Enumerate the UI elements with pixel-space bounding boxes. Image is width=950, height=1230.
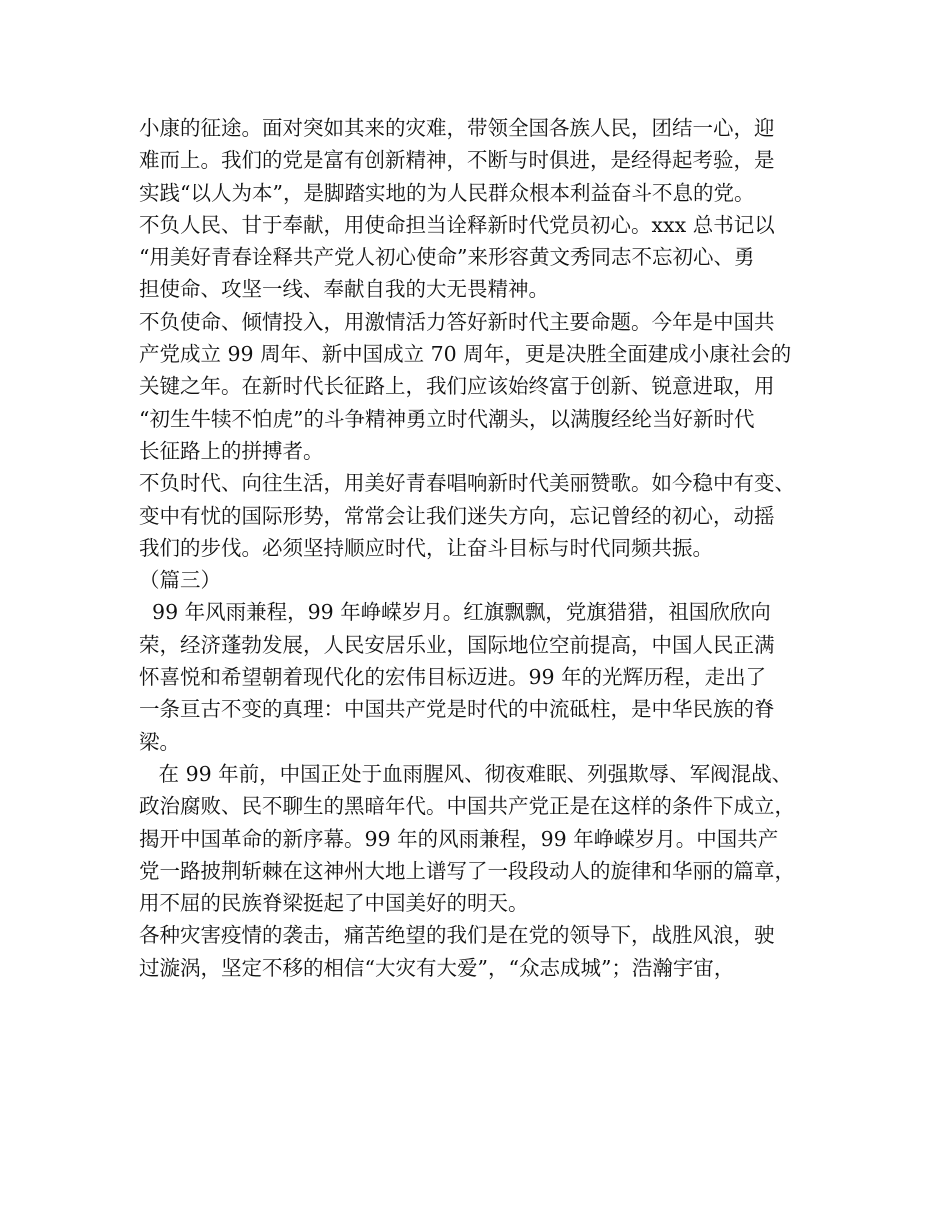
text-line: 难而上。我们的党是富有创新精神，不断与时俱进，是经得起考验，是 xyxy=(139,148,775,173)
text-line: 怀喜悦和希望朝着现代化的宏伟目标迈进。99 年的光辉历程，走出了 xyxy=(139,665,767,690)
text-line: 党一路披荆斩棘在这神州大地上谱写了一段段动人的旋律和华丽的篇章， xyxy=(139,858,795,883)
text-line: 实践“以人为本”，是脚踏实地的为人民群众根本利益奋斗不息的党。 xyxy=(139,180,755,205)
text-line: 政治腐败、民不聊生的黑暗年代。中国共产党正是在这样的条件下成立， xyxy=(139,794,795,819)
text-line: 变中有忧的国际形势，常常会让我们迷失方向，忘记曾经的初心，动摇 xyxy=(139,503,775,528)
text-line: 不负时代、向往生活，用美好青春唱响新时代美丽赞歌。如今稳中有变、 xyxy=(139,471,795,496)
text-line: 各种灾害疫情的袭击，痛苦绝望的我们是在党的领导下，战胜风浪，驶 xyxy=(139,923,775,948)
text-line: 关键之年。在新时代长征路上，我们应该始终富于创新、锐意进取，用 xyxy=(139,374,775,399)
text-line: 99 年风雨兼程，99 年峥嵘岁月。红旗飘飘，党旗猎猎，祖国欣欣向 xyxy=(139,600,771,625)
text-line: 一条亘古不变的真理：中国共产党是时代的中流砥柱，是中华民族的脊 xyxy=(139,697,775,722)
text-line: 产党成立 99 周年、新中国成立 70 周年，更是决胜全面建成小康社会的 xyxy=(139,342,792,367)
text-line: “用美好青春诠释共产党人初心使命”来形容黄文秀同志不忘初心、勇 xyxy=(139,245,755,270)
section-heading: （篇三） xyxy=(139,568,221,593)
text-line: 不负人民、甘于奉献，用使命担当诠释新时代党员初心。xxx 总书记以 xyxy=(139,212,775,237)
text-line: “初生牛犊不怕虎”的斗争精神勇立时代潮头，以满腹经纶当好新时代 xyxy=(139,406,755,431)
text-line: 我们的步伐。必须坚持顺应时代，让奋斗目标与时代同频共振。 xyxy=(139,535,713,560)
text-line: 荣，经济蓬勃发展，人民安居乐业，国际地位空前提高，中国人民正满 xyxy=(139,632,775,657)
text-line: 用不屈的民族脊梁挺起了中国美好的明天。 xyxy=(139,891,529,916)
text-line: 揭开中国革命的新序幕。99 年的风雨兼程，99 年峥嵘岁月。中国共产 xyxy=(139,826,779,851)
document-page xyxy=(139,112,829,984)
text-line: 小康的征途。面对突如其来的灾难，带领全国各族人民，团结一心，迎 xyxy=(139,116,775,140)
text-line: 不负使命、倾情投入，用激情活力答好新时代主要命题。今年是中国共 xyxy=(139,309,775,334)
text-line: 过漩涡，坚定不移的相信“大灾有大爱”，“众志成城”；浩瀚宇宙， xyxy=(139,955,735,980)
text-line: 长征路上的拼搏者。 xyxy=(139,438,324,463)
text-line: 梁。 xyxy=(139,729,180,754)
text-line: 担使命、攻坚一线、奉献自我的大无畏精神。 xyxy=(139,277,549,302)
text-line: 在 99 年前，中国正处于血雨腥风、彻夜难眠、列强欺辱、军阀混战、 xyxy=(139,761,793,786)
